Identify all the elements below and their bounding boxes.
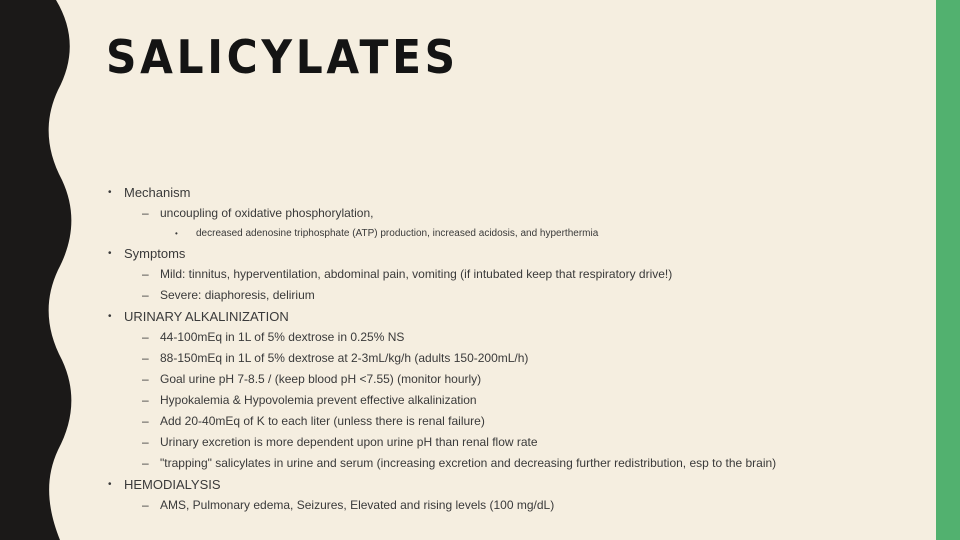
sub-bullet-text: Add 20-40mEq of K to each liter (unless there is renal failure) bbox=[160, 414, 485, 428]
dash-marker: – bbox=[142, 456, 149, 470]
sub-bullet-text: Goal urine pH 7-8.5 / (keep blood pH <7.55) (monitor hourly) bbox=[160, 372, 482, 386]
dash-marker: – bbox=[142, 206, 149, 220]
dash-marker: – bbox=[142, 288, 149, 302]
sub-bullet-text: Severe: diaphoresis, delirium bbox=[160, 288, 315, 302]
bullet-symptoms bbox=[106, 243, 926, 264]
sub-bullet-text: Mild: tinnitus, hyperventilation, abdominal pain, vomiting (if intubated keep that respiratory drive!) bbox=[160, 267, 673, 281]
sub-bullet bbox=[106, 390, 926, 411]
dash-marker: – bbox=[142, 393, 149, 407]
bullet-dot: • bbox=[175, 229, 178, 238]
sub-sub-bullet bbox=[106, 224, 926, 243]
slide-content bbox=[106, 182, 926, 516]
sub-bullet-text: "trapping" salicylates in urine and serum (increasing excretion and decreasing further redistribution, esp to the brain) bbox=[160, 456, 777, 470]
sub-sub-bullet-text: decreased adenosine triphosphate (ATP) production, increased acidosis, and hyperthermia bbox=[196, 228, 599, 239]
left-decorative-edge bbox=[0, 0, 80, 540]
bullet-urinary-alkalinization bbox=[106, 306, 926, 327]
sub-bullet-text: AMS, Pulmonary edema, Seizures, Elevated and rising levels (100 mg/dL) bbox=[160, 498, 555, 512]
sub-bullet bbox=[106, 285, 926, 306]
dash-marker: – bbox=[142, 435, 149, 449]
sub-bullet bbox=[106, 432, 926, 453]
bullet-dot: • bbox=[108, 311, 112, 322]
sub-bullet-text: Hypokalemia & Hypovolemia prevent effective alkalinization bbox=[160, 393, 477, 407]
sub-bullet bbox=[106, 411, 926, 432]
sub-bullet bbox=[106, 264, 926, 285]
sub-bullet bbox=[106, 327, 926, 348]
bullet-text: HEMODIALYSIS bbox=[124, 477, 221, 492]
dash-marker: – bbox=[142, 372, 149, 386]
dash-marker: – bbox=[142, 498, 149, 512]
sub-bullet bbox=[106, 348, 926, 369]
bullet-text: URINARY ALKALINIZATION bbox=[124, 309, 289, 324]
dash-marker: – bbox=[142, 267, 149, 281]
sub-bullet bbox=[106, 203, 926, 224]
bullet-dot: • bbox=[108, 187, 112, 198]
sub-bullet-text: uncoupling of oxidative phosphorylation, bbox=[160, 206, 374, 220]
sub-bullet-text: 44-100mEq in 1L of 5% dextrose in 0.25% NS bbox=[160, 330, 405, 344]
dash-marker: – bbox=[142, 414, 149, 428]
sub-bullet-text: Urinary excretion is more dependent upon urine pH than renal flow rate bbox=[160, 435, 538, 449]
bullet-dot: • bbox=[108, 479, 112, 490]
dash-marker: – bbox=[142, 351, 149, 365]
bullet-dot: • bbox=[108, 248, 112, 259]
bullet-hemodialysis bbox=[106, 474, 926, 495]
right-accent-bar bbox=[936, 0, 960, 540]
bullet-text: Mechanism bbox=[124, 185, 191, 200]
bullet-text: Symptoms bbox=[124, 246, 186, 261]
slide-title: SALICYLATES bbox=[106, 30, 459, 84]
sub-bullet bbox=[106, 453, 926, 474]
sub-bullet bbox=[106, 495, 926, 516]
bullet-mechanism bbox=[106, 182, 926, 203]
sub-bullet bbox=[106, 369, 926, 390]
dash-marker: – bbox=[142, 330, 149, 344]
sub-bullet-text: 88-150mEq in 1L of 5% dextrose at 2-3mL/kg/h (adults 150-200mL/h) bbox=[160, 351, 529, 365]
